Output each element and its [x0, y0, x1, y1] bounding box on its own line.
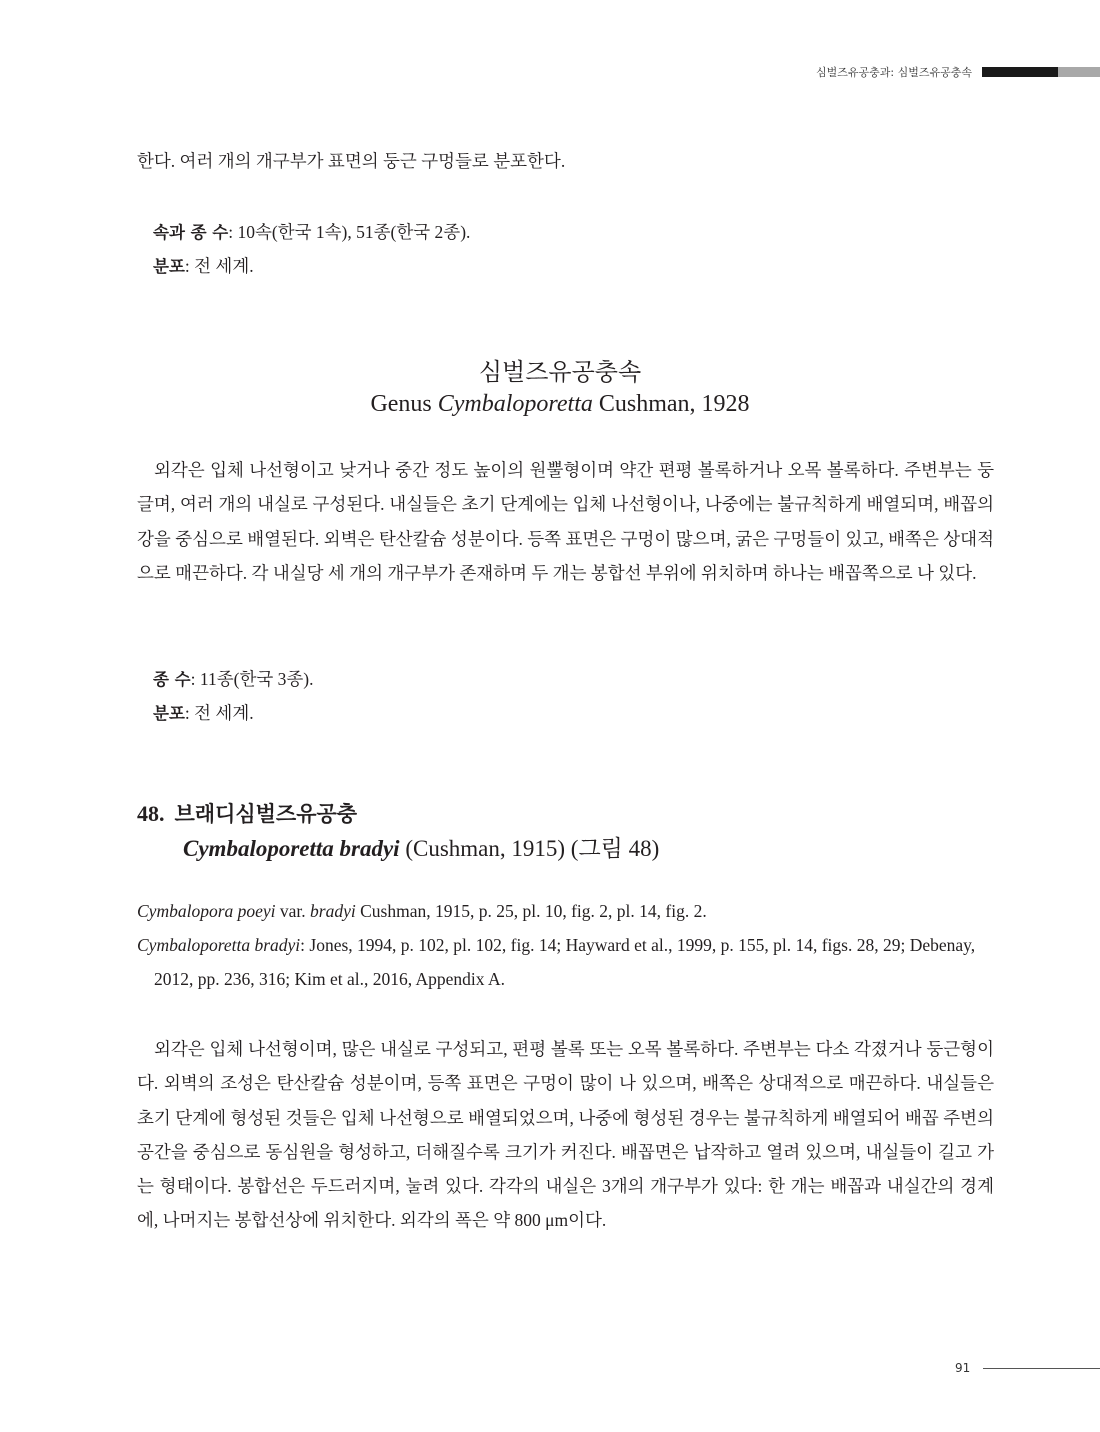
- genus-distribution-label: 분포: [153, 704, 185, 723]
- species-scientific-heading: [183, 830, 659, 863]
- synonym-name: Cymbaloporetta bradyi: [137, 935, 301, 955]
- synonym-reference: : Jones, 1994, p. 102, pl. 102, fig. 14; Hayward et al., 1999, p. 155, pl. 14, figs. 28, 29; Debenay, 2012, pp. 236, 316; Kim et al., 2016, Appendix A.: [154, 935, 976, 989]
- synonym-mid: var.: [275, 901, 311, 921]
- header-bar-light: [1058, 67, 1100, 77]
- genus-prefix: Genus: [370, 391, 438, 417]
- genus-title-korean: 심벌즈유공충속: [478, 358, 642, 386]
- genus-description: 외각은 입체 나선형이고 낮거나 중간 정도 높이의 원뿔형이며 약간 편평 볼록하거나 오목 볼록하다. 주변부는 둥글며, 여러 개의 내실로 구성된다. 내실들은 초기 단계에는 입체 나선형이나, 나중에는 불규칙하게 배열되며, 배꼽의 강을 중심으로 배열된다. 외벽은 탄산칼슘 성분이다. 등쪽 표면은 구멍이 많으며, 굵은 구멍들이 있고, 배쪽은 상대적으로 매끈하다. 각 내실당 세 개의 개구부가 존재하며 두 개는 봉합선 부위에 위치하며 하나는 배꼽쪽으로 나 있다.: [137, 460, 994, 583]
- species-scientific-name: Cymbaloporetta bradyi: [183, 836, 400, 861]
- species-number: 48.: [137, 801, 165, 826]
- synonym-reference: Cushman, 1915, p. 25, pl. 10, fig. 2, pl. 14, fig. 2.: [355, 901, 707, 921]
- genus-title-latin: [0, 391, 1100, 418]
- species-description: 외각은 입체 나선형이며, 많은 내실로 구성되고, 편평 볼록 또는 오목 볼록하다. 주변부는 다소 각졌거나 둥근형이다. 외벽의 조성은 탄산칼슘 성분이며, 등쪽 표면은 구멍이 많이 나 있으며, 배쪽은 상대적으로 매끈하다. 내실들은 초기 단계에 형성된 것들은 입체 나선형으로 배열되었으며, 나중에 형성된 경우는 불규칙하게 배열되어 배꼽 주변의 공간을 중심으로 동심원을 형성하고, 더해질수록 크기가 커진다. 배꼽면은 납작하고 열려 있으며, 내실들이 길고 가는 형태이다. 봉합선은 두드러지며, 눌려 있다. 각각의 내실은 3개의 개구부가 있다: 한 개는 배꼽과 내실간의 경계에, 나머지는 봉합선상에 위치한다. 외각의 폭은 약 800 μm이다.: [137, 1039, 994, 1231]
- species-heading: [137, 798, 357, 828]
- genus-name: Cymbaloporetta: [437, 391, 593, 417]
- intro-continued-text: 한다. 여러 개의 개구부가 표면의 둥근 구멍들로 분포한다.: [137, 151, 566, 171]
- genus-species-count: [153, 662, 314, 697]
- page-number: 91: [955, 1361, 971, 1375]
- distribution-label: 분포: [153, 257, 185, 276]
- synonym-name: Cymbalopora poeyi: [137, 901, 276, 921]
- species-count-value: : 11종(한국 3종).: [190, 669, 314, 689]
- distribution-value: : 전 세계.: [184, 256, 254, 276]
- species-author: (Cushman, 1915) (그림 48): [399, 836, 660, 861]
- family-distribution: [153, 249, 254, 284]
- synonym-entry: [137, 928, 1011, 996]
- synonym-variety: bradyi: [310, 901, 356, 921]
- species-name-korean: 브래디심벌즈유공충: [174, 802, 358, 826]
- genus-distribution: [153, 696, 254, 731]
- family-genera-count: [153, 215, 470, 250]
- synonym-entry: [137, 894, 994, 928]
- genus-distribution-value: : 전 세계.: [184, 703, 254, 723]
- header-bar-dark: [982, 67, 1058, 77]
- species-count-label: 종 수: [153, 670, 191, 689]
- running-title: 심벌즈유공충과: 심벌즈유공충속: [816, 66, 972, 79]
- genera-value: : 10속(한국 1속), 51종(한국 2종).: [228, 222, 471, 242]
- genera-label: 속과 종 수: [153, 223, 229, 242]
- genus-author: Cushman, 1928: [592, 391, 750, 417]
- footer-rule: [983, 1368, 1100, 1369]
